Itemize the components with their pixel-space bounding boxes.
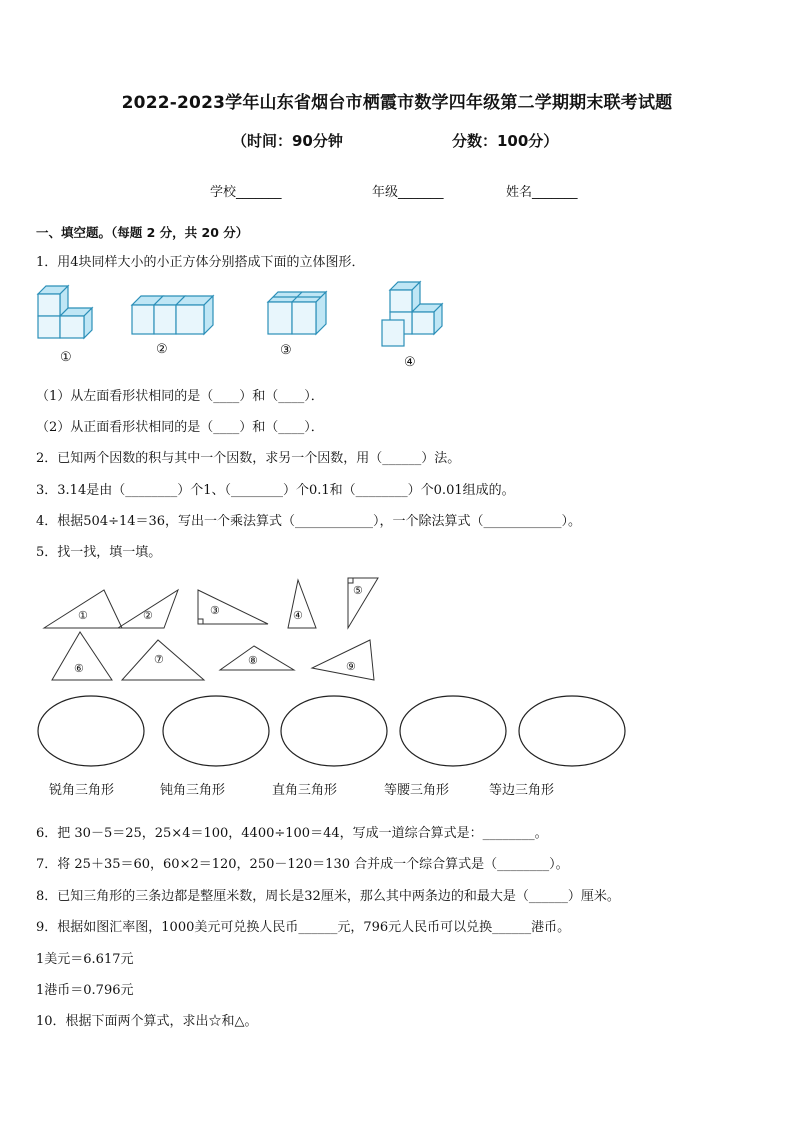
- oval-label-acute: 锐角三角形: [49, 783, 115, 798]
- triangle-number-2: ②: [143, 609, 153, 622]
- shape-label-3: ③: [280, 343, 292, 358]
- shape-label-4: ④: [404, 355, 416, 370]
- triangle-3: [198, 590, 268, 624]
- triangle-number-9: ⑨: [346, 660, 356, 673]
- question-1: 1．用4块同样大小的小正方体分别搭成下面的立体图形．: [36, 255, 365, 270]
- cube-figure-2: [130, 292, 216, 338]
- school-field: 学校_______: [210, 185, 282, 200]
- triangle-9: [312, 640, 374, 680]
- question-8: 8．已知三角形的三条边都是整厘米数，周长是32厘米，那么其中两条边的和最大是（______）厘米。: [36, 889, 620, 904]
- question-5: 5．找一找，填一填。: [36, 545, 162, 560]
- triangle-number-5: ⑤: [353, 584, 363, 597]
- cube-figure-1: [36, 284, 100, 344]
- question-3: 3．3.14是由（________）个1、（________）个0.1和（________）个0.01组成的。: [36, 483, 515, 498]
- oval-equilateral: [519, 696, 625, 766]
- oval-label-equilateral: 等边三角形: [489, 783, 555, 798]
- shape-label-2: ②: [156, 342, 168, 357]
- oval-label-isosceles: 等腰三角形: [384, 783, 450, 798]
- section-heading: 一、填空题。（每题 2 分，共 20 分）: [36, 225, 249, 240]
- triangle-number-8: ⑧: [248, 654, 258, 667]
- triangle-number-3: ③: [210, 604, 220, 617]
- question-10: 10．根据下面两个算式，求出☆和△。: [36, 1014, 258, 1029]
- shape-label-1: ①: [60, 350, 72, 365]
- oval-label-obtuse: 钝角三角形: [160, 783, 226, 798]
- question-7: 7．将 25＋35＝60，60×2＝120，250－120＝130 合并成一个综合算式是（________）。: [36, 857, 569, 872]
- oval-obtuse: [163, 696, 269, 766]
- oval-label-right: 直角三角形: [272, 783, 338, 798]
- exchange-rate-usd: 1美元＝6.617元: [36, 952, 134, 967]
- triangles-figure: [40, 576, 380, 686]
- sorting-ovals: [36, 694, 632, 768]
- cube-figure-3: [266, 290, 330, 340]
- name-field: 姓名_______: [506, 185, 578, 200]
- question-2: 2．已知两个因数的积与其中一个因数，求另一个因数，用（______）法。: [36, 451, 461, 466]
- triangle-number-6: ⑥: [74, 662, 84, 675]
- triangle-number-1: ①: [78, 609, 88, 622]
- score-info: 分数：100分）: [452, 132, 559, 150]
- question-9: 9．根据如图汇率图，1000美元可兑换人民币______元，796元人民币可以兑换______港币。: [36, 920, 571, 935]
- time-info: （时间：90分钟: [232, 132, 343, 150]
- question-1-2: （2）从正面看形状相同的是（____）和（____）．: [36, 420, 324, 435]
- question-6: 6．把 30－5＝25，25×4＝100，4400÷100＝44，写成一道综合算式是：________。: [36, 826, 548, 841]
- triangle-number-7: ⑦: [154, 653, 164, 666]
- grade-field: 年级_______: [372, 185, 444, 200]
- oval-isosceles: [400, 696, 506, 766]
- question-1-1: （1）从左面看形状相同的是（____）和（____）．: [36, 389, 324, 404]
- oval-right: [281, 696, 387, 766]
- page-title: 2022-2023学年山东省烟台市栖霞市数学四年级第二学期期末联考试题: [121, 93, 673, 113]
- oval-acute: [38, 696, 144, 766]
- question-4: 4．根据504÷14＝36，写出一个乘法算式（____________），一个除法算式（____________）。: [36, 514, 582, 529]
- exchange-rate-hkd: 1港币＝0.796元: [36, 983, 134, 998]
- triangle-number-4: ④: [293, 609, 303, 622]
- cube-figure-4: [380, 280, 446, 350]
